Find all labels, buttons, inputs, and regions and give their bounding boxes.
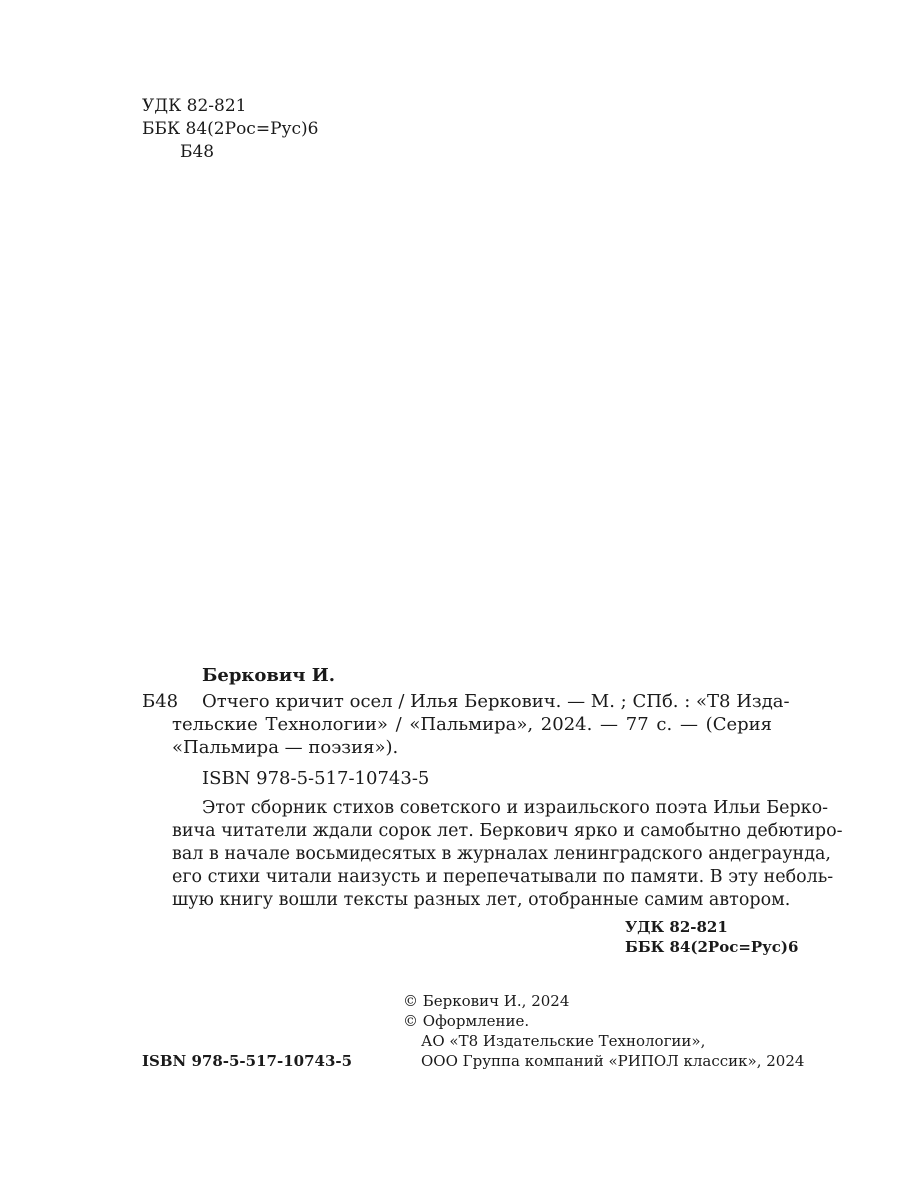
annotation-line: вал в начале восьмидесятых в журналах ленинградского андеграунда,: [172, 844, 831, 864]
record-title-line: «Пальмира — поэзия»).: [172, 737, 399, 758]
annotation-line: шую книгу вошли тексты разных лет, отобранные самим автором.: [172, 890, 791, 910]
annotation-line: Этот сборник стихов советского и израильского поэта Ильи Берко-: [202, 798, 829, 818]
copyright-line: АО «Т8 Издательские Технологии»,: [421, 1032, 706, 1050]
annotation-line: вича читатели ждали сорок лет. Беркович ярко и самобытно дебютиро-: [172, 821, 843, 841]
copyright-line: © Оформление.: [403, 1012, 530, 1030]
bbk-code: ББК 84(2Рос=Рус)6: [142, 119, 319, 139]
author-mark: Б48: [180, 142, 215, 162]
record-isbn: ISBN 978-5-517-10743-5: [202, 768, 430, 789]
record-udk: УДК 82-821: [625, 918, 728, 936]
udk-code: УДК 82-821: [142, 96, 247, 116]
record-heading: Беркович И.: [202, 665, 335, 686]
record-bbk: ББК 84(2Рос=Рус)6: [625, 938, 799, 956]
record-mark: Б48: [142, 691, 179, 712]
annotation-line: его стихи читали наизусть и перепечатывали по памяти. В эту неболь-: [172, 867, 834, 887]
footer-isbn: ISBN 978-5-517-10743-5: [142, 1052, 353, 1070]
record-title-line: Отчего кричит осел / Илья Беркович. — М. ; СПб. : «Т8 Изда-: [202, 691, 790, 712]
copyright-line: ООО Группа компаний «РИПОЛ классик», 2024: [421, 1052, 805, 1070]
copyright-line: © Беркович И., 2024: [403, 992, 570, 1010]
record-title-line: тельские Технологии» / «Пальмира», 2024. — 77 с. — (Серия: [172, 714, 772, 735]
